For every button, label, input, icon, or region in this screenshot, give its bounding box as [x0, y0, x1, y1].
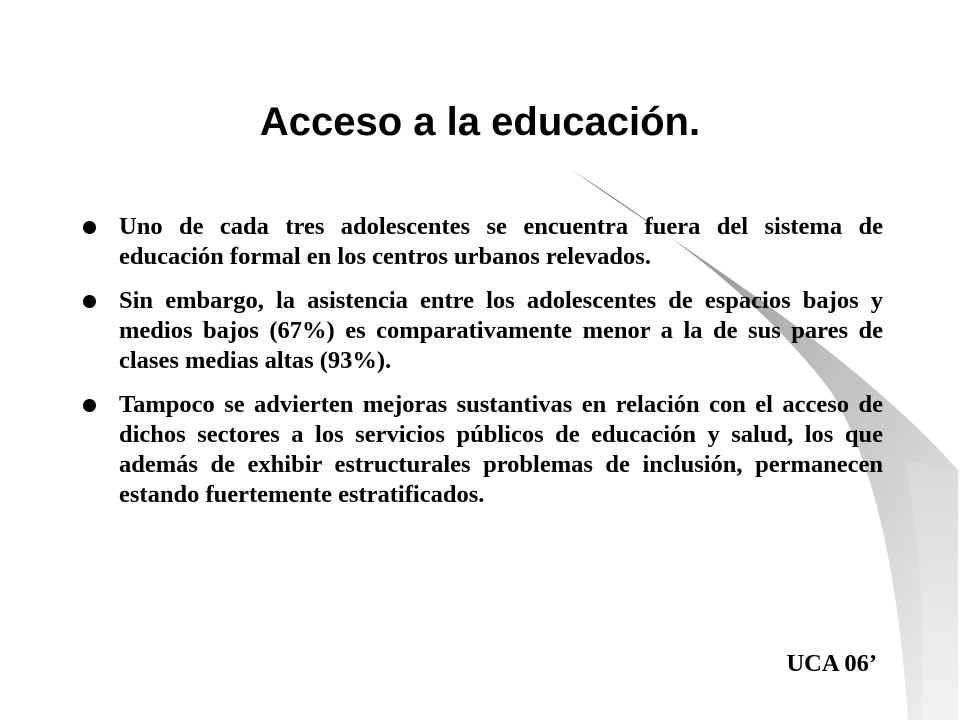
bullet-dot-icon — [83, 221, 96, 234]
bullet-list — [83, 212, 883, 524]
bullet-text: Tampoco se advierten mejoras sustantivas en relación con el acceso de dichos sectores a los servicios públicos de educación y salud, los que además de exhibir estructurales problemas de inclusión, permanecen estando fuertemente estratificados. — [119, 391, 883, 508]
footer-source: UCA 06’ — [786, 650, 877, 677]
bullet-item — [83, 390, 883, 510]
bullet-item — [83, 286, 883, 376]
bullet-text: Sin embargo, la asistencia entre los adolescentes de espacios bajos y medios bajos (67%) es comparativamente menor a la de sus pares de clases medias altas (93%). — [119, 287, 883, 374]
bullet-dot-icon — [83, 295, 96, 308]
bullet-text: Uno de cada tres adolescentes se encuentra fuera del sistema de educación formal en los centros urbanos relevados. — [119, 213, 883, 270]
bullet-item — [83, 212, 883, 272]
bullet-dot-icon — [83, 399, 96, 412]
slide-title: Acceso a la educación. — [259, 100, 701, 144]
